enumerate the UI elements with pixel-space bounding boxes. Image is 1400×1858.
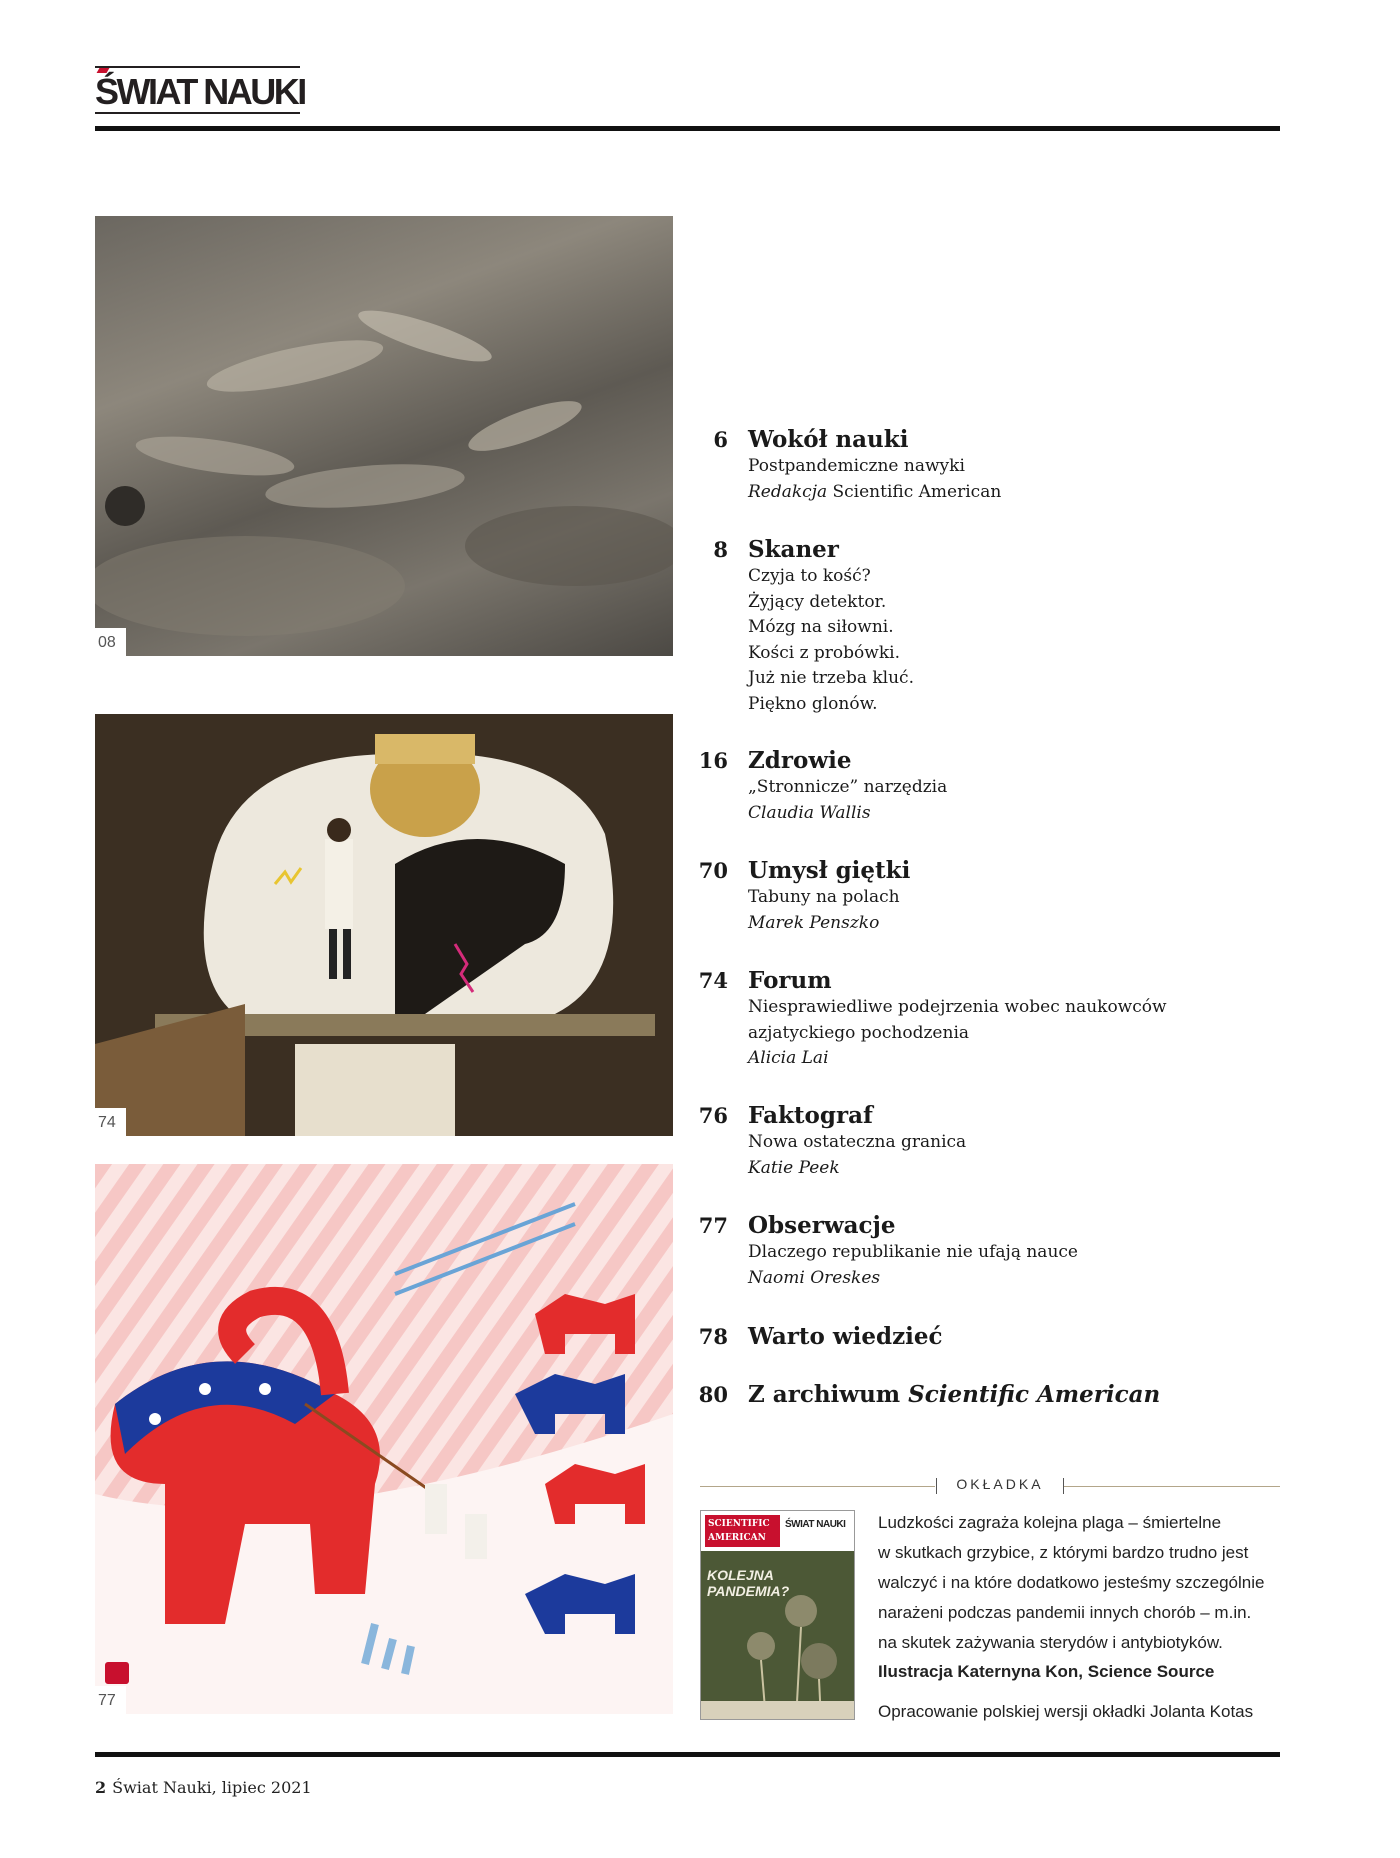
cover-description-line: w skutkach grzybice, z którymi bardzo trudno jest [878,1543,1249,1562]
logo-text: ŚWIAT NAUKI [95,71,305,112]
lab-illustration [95,714,673,1136]
toc-page-number: 6 [713,427,728,452]
cover-description-line: na skutek zażywania sterydów i antybiotyków. [878,1633,1223,1652]
toc-article-title: Już nie trzeba kluć. [748,668,914,688]
toc-entry-lines [748,1240,1078,1291]
cover-label-row [700,1476,1280,1496]
toc-section-title: Faktograf [748,1102,873,1129]
cover-thumb-title-line: PANDEMIA? [707,1583,790,1599]
toc-page-number: 16 [698,748,728,773]
toc-section-title: Obserwacje [748,1212,896,1239]
toc-article-title: Tabuny na polach [748,887,900,907]
toc-entry-lines [748,454,1001,505]
cover-description-line: walczyć i na które dodatkowo jesteśmy szczególnie [878,1573,1265,1592]
toc-author: Marek Penszko [748,912,880,933]
toc-page-number: 78 [698,1324,728,1349]
footer-page-number: 2 [95,1778,107,1797]
cover-description-line: Ludzkości zagraża kolejna plaga – śmiertelne [878,1513,1222,1532]
toc-author: Naomi Oreskes [748,1267,881,1288]
cover-description-line: narażeni podczas pandemii innych chorób – m.in. [878,1603,1252,1622]
elephant-donkeys-illustration [95,1164,673,1714]
toc-author-rest: Scientific American [827,481,1002,502]
page-tag-08: 08 [95,628,126,656]
cover-thumb-header [701,1511,855,1551]
toc-author: Katie Peek [748,1157,840,1178]
top-divider [95,126,1280,131]
toc-article-title: Piękno glonów. [748,693,878,714]
toc-section-title: Wokół nauki [748,426,909,453]
toc-entry-lines [748,995,1167,1072]
toc-page-number: 8 [713,537,728,562]
toc-section-title: Warto wiedzieć [748,1323,943,1350]
toc-page-number: 70 [698,858,728,883]
cover-thumb-title [707,1567,789,1599]
cover-label-tick-left [936,1478,937,1494]
cover-thumb-sa-logo: SCIENTIFIC AMERICAN [705,1515,780,1547]
footer-issue: Świat Nauki, lipiec 2021 [112,1778,312,1797]
toc-section-title: Umysł giętki [748,857,911,884]
toc-section-title: Skaner [748,536,839,563]
toc-page-number: 80 [698,1382,728,1407]
masthead-logo [95,66,305,116]
toc-entry-lines [748,1130,966,1181]
cover-thumb-sn-logo: ŚWIAT NAUKI [785,1519,846,1530]
toc-article-title: „Stronnicze” narzędzia [748,777,948,797]
toc-entry-lines [748,775,947,826]
publisher-mark-icon [105,1662,129,1684]
toc-section-italic: Scientific American [908,1381,1161,1408]
toc-article-title: Kości z probówki. [748,642,900,663]
toc-article-title: Nowa ostateczna granica [748,1132,967,1152]
page-footer [95,1778,312,1797]
toc-section-title: Zdrowie [748,747,852,774]
bottom-divider [95,1752,1280,1757]
toc-article-title: Niesprawiedliwe podejrzenia wobec naukowców [748,997,1167,1017]
scientist-illustration [95,714,673,1136]
toc-author: Claudia Wallis [748,802,871,823]
toc-article-title: Postpandemiczne nawyki [748,456,965,476]
cover-label-line-left [700,1486,935,1487]
toc-article-title: Żyjący detektor. [748,591,887,612]
logo-rule-top [95,66,300,68]
toc-entry-lines [748,885,900,936]
toc-page-number: 77 [698,1213,728,1238]
page-tag-74: 74 [95,1108,126,1136]
toc-page-number: 74 [698,968,728,993]
cover-credit: Ilustracja Katernyna Kon, Science Source [878,1662,1215,1681]
cover-description [878,1508,1283,1658]
toc-section-title: Forum [748,967,832,994]
toc-article-title: Czyja to kość? [748,566,871,586]
toc-section-title [748,1381,1160,1409]
page-tag-77: 77 [95,1686,126,1714]
toc-article-title: Dlaczego republikanie nie ufają nauce [748,1242,1078,1262]
toc-author [748,480,1001,506]
toc-section-prefix: Z archiwum [748,1381,909,1408]
toc-article-title: azjatyckiego pochodzenia [748,1022,970,1043]
toc-page-number: 76 [698,1103,728,1128]
politics-illustration [95,1164,673,1714]
fossil-photo [95,216,673,656]
fossil-illustration [95,216,673,656]
toc-article-title: Mózg na siłowni. [748,617,894,637]
toc-author-prefix: Redakcja [748,481,828,502]
toc-author: Alicia Lai [748,1048,829,1068]
logo-rule-bottom [95,112,300,114]
toc-entry-lines [748,564,914,717]
cover-label: OKŁADKA [956,1476,1044,1492]
cover-thumbnail[interactable] [700,1510,855,1720]
cover-label-line-right [1064,1486,1280,1487]
cover-adaptation-credit: Opracowanie polskiej wersji okładki Jolanta Kotas [878,1702,1254,1721]
cover-thumb-title-line: KOLEJNA [707,1567,774,1583]
